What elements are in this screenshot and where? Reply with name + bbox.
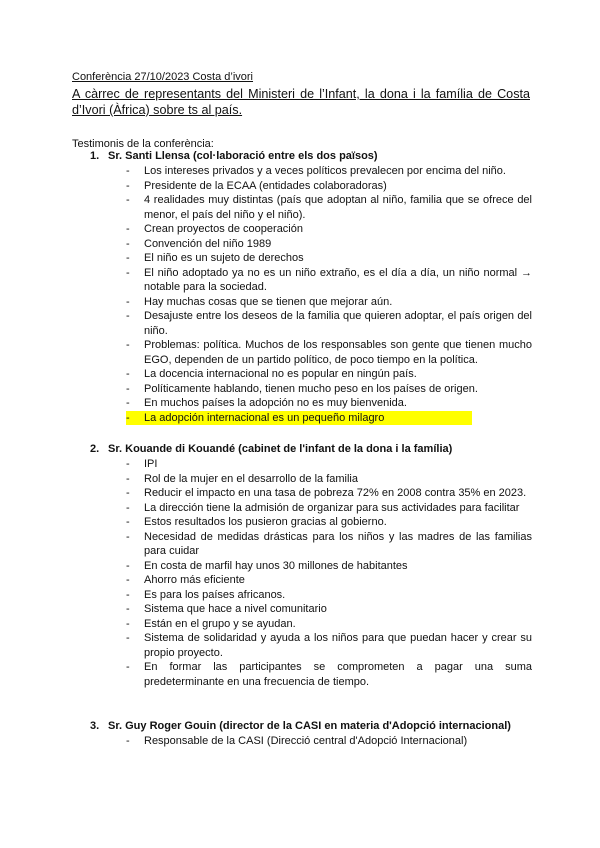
list-item-text: Responsable de la CASI (Direcció central d'Adopció Internacional)	[144, 735, 468, 747]
list-item	[72, 338, 532, 367]
bullet-list	[72, 164, 532, 425]
list-item	[72, 251, 532, 266]
list-item	[72, 602, 532, 617]
section-number: 1.	[90, 150, 100, 162]
bullet-dash: -	[126, 661, 130, 673]
bullet-dash: -	[126, 368, 130, 380]
list-item-text: En muchos países la adopción no es muy bienvenida.	[144, 397, 407, 409]
list-item-text: La dirección tiene la admisión de organizar para sus actividades para facilitar	[144, 501, 520, 514]
bullet-dash: -	[126, 223, 130, 235]
bullet-dash: -	[126, 617, 130, 630]
bullet-dash: -	[126, 295, 130, 308]
bullet-dash: -	[126, 310, 130, 322]
list-item	[72, 486, 532, 501]
list-item	[72, 295, 532, 310]
list-item	[72, 396, 532, 411]
list-item	[72, 222, 532, 237]
bullet-dash: -	[126, 530, 130, 543]
bullet-dash: -	[126, 237, 130, 250]
list-item-text: Ahorro más eficiente	[144, 574, 245, 586]
list-item-text: En costa de marfil hay unos 30 millones de habitantes	[144, 559, 408, 572]
list-item	[72, 559, 532, 574]
list-item	[72, 472, 532, 487]
bullet-dash: -	[126, 559, 130, 572]
bullet-dash: -	[126, 411, 130, 424]
list-item	[72, 457, 532, 472]
list-item	[72, 573, 532, 588]
list-item	[72, 588, 532, 603]
list-item-text: La docencia internacional no es popular en ningún país.	[144, 368, 417, 380]
list-item	[72, 309, 532, 338]
list-item-text: Presidente de la ECAA (entidades colaboradoras)	[144, 179, 387, 192]
list-item	[72, 631, 532, 660]
section-title: Sr. Kouande di Kouandé (cabinet de l'infant de la dona i la família)	[108, 443, 453, 455]
list-item-text: 4 realidades muy distintas (país que adoptan al niño, familia que se ofrece del menor, el país del niño y el niño).	[144, 194, 532, 221]
highlighted-list-item	[126, 411, 472, 426]
list-item-text: Problemas: política. Muchos de los responsables son gente que tienen mucho EGO, dependen de un partido político, de poco tiempo en la política.	[144, 339, 532, 366]
list-item-text: Crean proyectos de cooperación	[144, 223, 303, 235]
list-item	[72, 237, 532, 252]
list-item	[72, 266, 532, 295]
section-heading	[72, 719, 532, 734]
section-number: 3.	[90, 720, 100, 732]
bullet-dash: -	[126, 472, 130, 485]
bullet-dash: -	[126, 165, 130, 177]
bullet-list	[72, 457, 532, 689]
bullet-dash: -	[126, 632, 130, 644]
list-item	[72, 179, 532, 194]
bullet-dash: -	[126, 516, 130, 528]
list-item	[72, 164, 532, 179]
bullet-dash: -	[126, 382, 130, 395]
list-item-text: El niño es un sujeto de derechos	[144, 252, 304, 264]
list-item-text: Políticamente hablando, tienen mucho peso en los países de origen.	[144, 382, 478, 395]
bullet-dash: -	[126, 194, 130, 206]
bullet-dash: -	[126, 574, 130, 586]
bullet-dash: -	[126, 487, 130, 499]
list-item-text: Necesidad de medidas drásticas para los niños y las madres de las familias para cuidar	[144, 530, 532, 557]
list-item-text: El niño adoptado ya no es un niño extraño, es el día a día, un niño normal → notable para la sociedad.	[144, 266, 532, 293]
list-item-text: IPI	[144, 458, 158, 470]
list-item	[72, 530, 532, 559]
list-item	[72, 660, 532, 689]
list-item	[72, 501, 532, 516]
bullet-dash: -	[126, 735, 130, 747]
bullet-dash: -	[126, 397, 130, 409]
section-title: Sr. Guy Roger Gouin (director de la CASI en materia d'Adopció internacional)	[108, 720, 511, 732]
list-item-text: Rol de la mujer en el desarrollo de la familia	[144, 472, 358, 485]
list-item-text: Es para los países africanos.	[144, 588, 286, 601]
section-santi-llensa	[72, 149, 532, 425]
list-item	[72, 382, 532, 397]
list-item-text: Los intereses privados y a veces políticos prevalecen por encima del niño.	[144, 165, 506, 177]
bullet-dash: -	[126, 252, 130, 264]
list-item	[72, 367, 532, 382]
section-kouande	[72, 442, 532, 689]
list-item-text: Están en el grupo y se ayudan.	[144, 617, 296, 630]
list-item-text: Desajuste entre los deseos de la familia que quieren adoptar, el país origen del niño.	[144, 310, 532, 337]
bullet-dash: -	[126, 501, 130, 514]
section-heading	[72, 149, 532, 164]
bullet-dash: -	[126, 339, 130, 351]
list-item-text: Sistema de solidaridad y ayuda a los niños para que puedan hacer y crear su propio proyecto.	[144, 632, 532, 659]
list-item	[72, 515, 532, 530]
bullet-dash: -	[126, 458, 130, 470]
list-item	[72, 617, 532, 632]
bullet-dash: -	[126, 266, 130, 279]
list-item-text: En formar las participantes se comprometen a pagar una suma predeterminante en una frecuencia de tiempo.	[144, 661, 532, 688]
testimonies-intro: Testimonis de la conferència:	[72, 138, 214, 150]
list-item	[72, 734, 532, 749]
list-item-text: La adopción internacional es un pequeño milagro	[144, 411, 472, 426]
list-item-text: Estos resultados los pusieron gracias al gobierno.	[144, 516, 387, 528]
bullet-dash: -	[126, 179, 130, 192]
section-title: Sr. Santi Llensa (col·laboració entre els dos països)	[108, 150, 378, 162]
list-item-text: Convención del niño 1989	[144, 237, 272, 250]
section-heading	[72, 442, 532, 457]
list-item-text: Sistema que hace a nivel comunitario	[144, 603, 327, 615]
list-item-text: Hay muchas cosas que se tienen que mejorar aún.	[144, 295, 393, 308]
conference-date-title: Conferència 27/10/2023 Costa d’ivori	[72, 71, 254, 83]
section-guy-roger-gouin	[72, 719, 532, 749]
bullet-list	[72, 734, 532, 749]
list-item-text: Reducir el impacto en una tasa de pobreza 72% en 2008 contra 35% en 2023.	[144, 487, 527, 499]
bullet-dash: -	[126, 603, 130, 615]
section-number: 2.	[90, 443, 100, 455]
conference-subtitle: A càrrec de representants del Ministeri de l’Infant, la dona i la família de Costa d’Ivori (Àfrica) sobre ts al país.	[72, 87, 530, 117]
list-item	[72, 193, 532, 222]
bullet-dash: -	[126, 588, 130, 601]
